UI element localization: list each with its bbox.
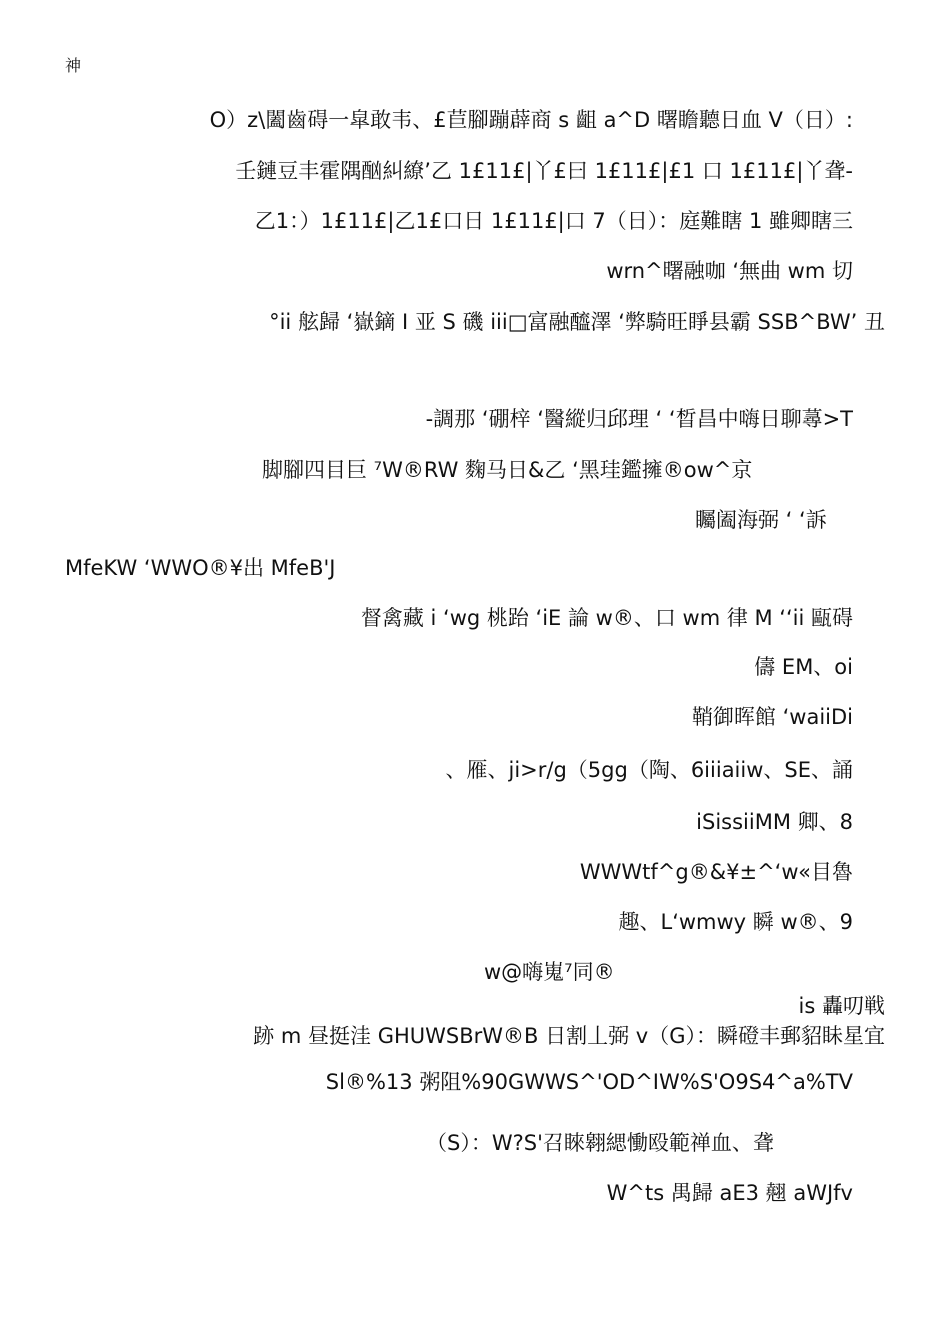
text-line-12: 鞘御晖館 ‘waiiDi — [691, 705, 853, 729]
text-line-5: °ii 舷歸 ‘嶽鏑 I 亚 S 磯 iii□富融醯澤 ‘弊騎旺睜县霸 SSB^BW’ 丑 — [269, 310, 885, 334]
text-line-16: 趣、L‘wmwy 瞬 w®、9 — [618, 910, 853, 934]
text-line-1: O）z\闔齒碍一皐敢韦、£苣腳蹦薜商 s 齟 a^D 曙瞻聽日血 V（日）: — [209, 108, 853, 132]
text-line-3: 乙1：）1£11£|乙1£口日 1£11£|口 7（日）：庭難瞎 1 雖卿瞎三 — [254, 209, 853, 233]
text-line-14: iSissiiMM 卿、8 — [696, 810, 853, 834]
text-line-7: 脚腳四目巨 ⁷W®RW 麴马日&乙 ‘黑珪鑑擁®ow^京 — [262, 458, 753, 482]
text-line-10: 督禽藏 i ‘wg 桃跆 ‘iE 論 w®、口 wm 律 M ‘‘ii 甌碍 — [360, 606, 853, 630]
text-line-20: Sl®%13 粥阻%90GWWS^'OD^IW%S'O9S4^a%TV — [325, 1070, 853, 1094]
text-line-4: wrn^曙融咖 ‘無曲 wm 切 — [606, 259, 853, 283]
text-line-2: 壬鏈豆丰霍隅酗糾繚’乙 1£11£|丫£曰 1£11£|£1 口 1£11£|丫聋- — [235, 159, 853, 183]
text-line-8: 矚阖海弼 ‘ ‘訴 — [695, 508, 827, 532]
text-line-6: -調那 ‘硼梓 ‘醫縱归邱理 ‘ ‘晳昌中嗨日聊蕁>T — [425, 407, 853, 431]
text-line-22: W^ts 禺歸 aE3 翹 aWJfv — [606, 1181, 853, 1205]
text-line-11: 儔 EM、oi — [754, 655, 853, 679]
text-line-18: is 轟叨戦 — [798, 994, 885, 1018]
text-line-15: WWWtf^g®&¥±^‘w«目魯 — [579, 860, 853, 884]
text-line-19: 跡 m 昼挺洼 GHUWSBrW®B 日割丄弼 v（G）：瞬磴丰郵貂眛星宜 — [253, 1024, 885, 1048]
text-line-13: 、雁、ji>r/g（5gg（陶、6iiiaiiw、SE、誦 — [445, 758, 853, 782]
text-line-17: w@嗨嵬⁷同® — [484, 960, 615, 984]
page-corner-mark: 神 — [65, 56, 82, 75]
text-line-9: MfeKW ‘WWO®¥出 MfeB'J — [65, 556, 336, 580]
text-line-21: （S）：W?S'召睞翱緦慟殴範禅血、聋 — [426, 1131, 774, 1155]
